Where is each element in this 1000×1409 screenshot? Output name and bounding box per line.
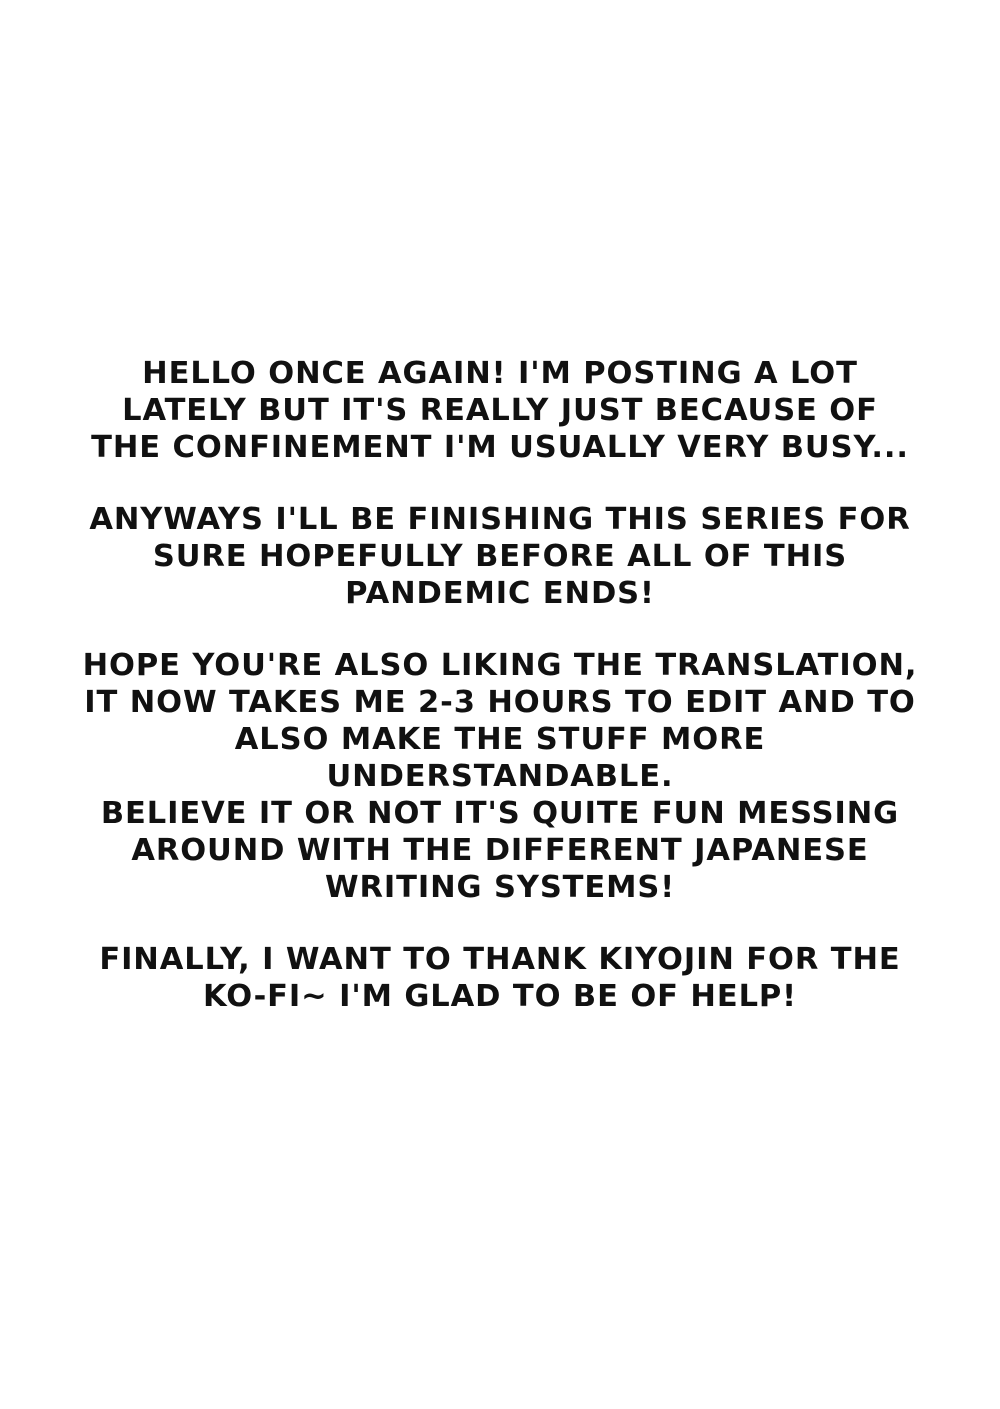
translator-note xyxy=(0,355,1000,1015)
note-paragraph-thanks xyxy=(0,941,1000,1015)
note-line: FINALLY, I WANT TO THANK KIYOJIN FOR THE xyxy=(99,942,901,977)
note-line: ALSO MAKE THE STUFF MORE xyxy=(234,722,766,757)
note-line: THE CONFINEMENT I'M USUALLY VERY BUSY... xyxy=(91,430,909,465)
note-line: AROUND WITH THE DIFFERENT JAPANESE xyxy=(131,833,869,868)
note-line: SURE HOPEFULLY BEFORE ALL OF THIS xyxy=(152,539,848,574)
note-paragraph-greeting xyxy=(0,355,1000,466)
note-line: PANDEMIC ENDS! xyxy=(345,576,655,611)
note-line: KO-FI~ I'M GLAD TO BE OF HELP! xyxy=(203,979,797,1014)
note-line: ANYWAYS I'LL BE FINISHING THIS SERIES FOR xyxy=(89,502,911,537)
note-line: HOPE YOU'RE ALSO LIKING THE TRANSLATION, xyxy=(82,648,918,683)
note-line: WRITING SYSTEMS! xyxy=(324,870,676,905)
note-line: IT NOW TAKES ME 2-3 HOURS TO EDIT AND TO xyxy=(84,685,916,720)
note-paragraph-japanese-note xyxy=(0,795,1000,906)
note-line: UNDERSTANDABLE. xyxy=(326,759,674,794)
note-paragraph-translation-note xyxy=(0,647,1000,795)
note-line: BELIEVE IT OR NOT IT'S QUITE FUN MESSING xyxy=(100,796,900,831)
note-line: LATELY BUT IT'S REALLY JUST BECAUSE OF xyxy=(122,393,878,428)
note-paragraph-series-promise xyxy=(0,501,1000,612)
note-line: HELLO ONCE AGAIN! I'M POSTING A LOT xyxy=(142,356,858,391)
